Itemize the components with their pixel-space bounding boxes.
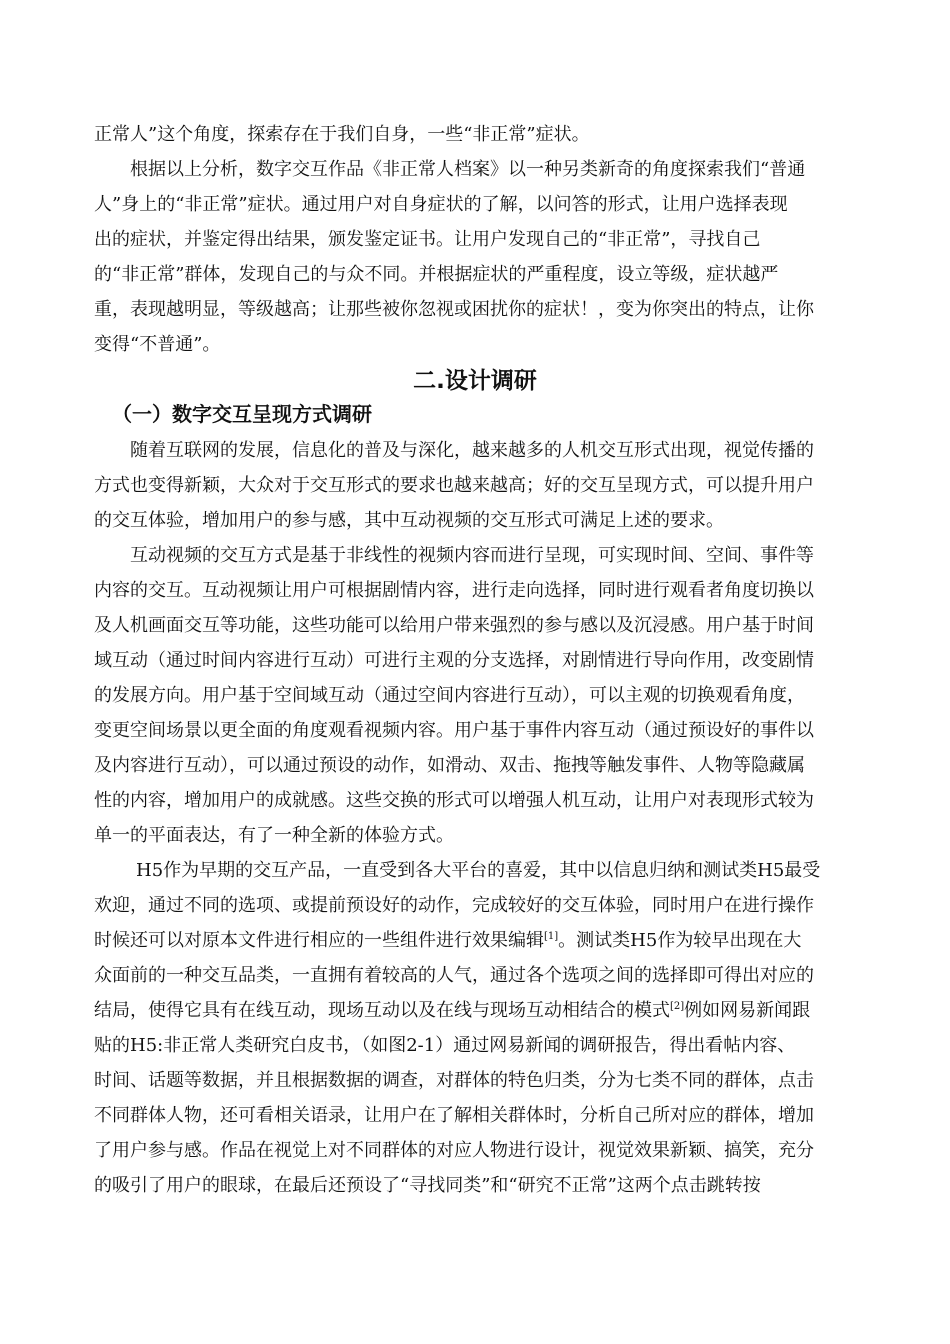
- intro-line-1: 正常人”这个角度，探索存在于我们自身，一些“非正常”症状。: [94, 124, 590, 145]
- para2-line-5: 的发展方向。用户基于空间域互动（通过空间内容进行互动），可以主观的切换观看角度，: [94, 685, 805, 706]
- para3-line-8: 不同群体人物，还可看相关语录，让用户在了解相关群体时，分析自己所对应的群体，增加: [94, 1105, 814, 1126]
- para3-line-5-text: 结局，使得它具有在线互动，现场互动以及在线与现场互动相结合的模式: [94, 1000, 670, 1021]
- para3-line-7: 时间、话题等数据，并且根据数据的调查，对群体的特色归类，分为七类不同的群体，点击: [94, 1070, 814, 1091]
- para2-line-8: 性的内容，增加用户的成就感。这些交换的形式可以增强人机互动，让用户对表现形式较为: [94, 790, 814, 811]
- intro-line-7: 变得“不普通”。: [94, 334, 221, 355]
- para3-line-3: [94, 928, 864, 954]
- para3-line-6: 贴的H5:非正常人类研究白皮书，（如图2-1）通过网易新闻的调研报告，得出看帖内容、: [94, 1035, 796, 1056]
- para1-line-1: 随着互联网的发展，信息化的普及与深化，越来越多的人机交互形式出现，视觉传播的: [130, 440, 814, 461]
- intro-line-4: 出的症状，并鉴定得出结果，颁发鉴定证书。让用户发现自己的“非正常”，寻找自己: [94, 229, 761, 250]
- para2-line-9: 单一的平面表达，有了一种全新的体验方式。: [94, 825, 454, 846]
- citation-ref-2: [2]: [670, 1001, 685, 1012]
- para3-line-10: 的吸引了用户的眼球，在最后还预设了“寻找同类”和“研究不正常”这两个点击跳转按: [94, 1175, 761, 1196]
- para3-line-3-text: 时候还可以对原本文件进行相应的一些组件进行效果编辑: [94, 930, 544, 951]
- para2-line-2: 内容的交互。互动视频让用户可根据剧情内容，进行走向选择，同时进行观看者角度切换以: [94, 580, 814, 601]
- para1-line-3: 的交互体验，增加用户的参与感，其中互动视频的交互形式可满足上述的要求。: [94, 510, 724, 531]
- para3-line-9: 了用户参与感。作品在视觉上对不同群体的对应人物进行设计，视觉效果新颖、搞笑，充分: [94, 1140, 814, 1161]
- para2-line-3: 及人机画面交互等功能，这些功能可以给用户带来强烈的参与感以及沉浸感。用户基于时间: [94, 615, 814, 636]
- para3-line-1: H5作为早期的交互产品，一直受到各大平台的喜爱，其中以信息归纳和测试类H5最受: [136, 860, 821, 881]
- citation-ref-1: [1]: [544, 931, 559, 942]
- para2-line-1: 互动视频的交互方式是基于非线性的视频内容而进行呈现，可实现时间、空间、事件等: [130, 545, 814, 566]
- intro-line-5: 的“非正常”群体，发现自己的与众不同。并根据症状的严重程度，设立等级，症状越严: [94, 264, 779, 285]
- intro-line-6: 重，表现越明显，等级越高；让那些被你忽视或困扰你的症状！，变为你突出的特点，让你: [94, 299, 814, 320]
- para3-line-2: 欢迎，通过不同的选项、或提前预设好的动作，完成较好的交互体验，同时用户在进行操作: [94, 895, 814, 916]
- intro-line-2: 根据以上分析，数字交互作品《非正常人档案》以一种另类新奇的角度探索我们“普通: [130, 159, 806, 180]
- para3-line-5-tail: 例如网易新闻跟: [684, 1000, 811, 1021]
- para3-line-3-tail: 。测试类H5作为较早出现在大: [558, 930, 802, 951]
- para3-line-4: 众面前的一种交互品类，一直拥有着较高的人气，通过各个选项之间的选择即可得出对应的: [94, 965, 814, 986]
- para2-line-4: 域互动（通过时间内容进行互动）可进行主观的分支选择，对剧情进行导向作用，改变剧情: [94, 650, 814, 671]
- para2-line-6: 变更空间场景以更全面的角度观看视频内容。用户基于事件内容互动（通过预设好的事件以: [94, 720, 814, 741]
- chapter-title: 二.设计调研: [413, 368, 537, 394]
- section-title: （一）数字交互呈现方式调研: [112, 402, 372, 426]
- para1-line-2: 方式也变得新颖，大众对于交互形式的要求也越来越高；好的交互呈现方式，可以提升用户: [94, 475, 814, 496]
- para3-line-5: [94, 998, 864, 1024]
- intro-line-3: 人”身上的“非正常”症状。通过用户对自身症状的了解，以问答的形式，让用户选择表现: [94, 194, 788, 215]
- para2-line-7: 及内容进行互动），可以通过预设的动作，如滑动、双击、拖拽等触发事件、人物等隐藏属: [94, 755, 805, 776]
